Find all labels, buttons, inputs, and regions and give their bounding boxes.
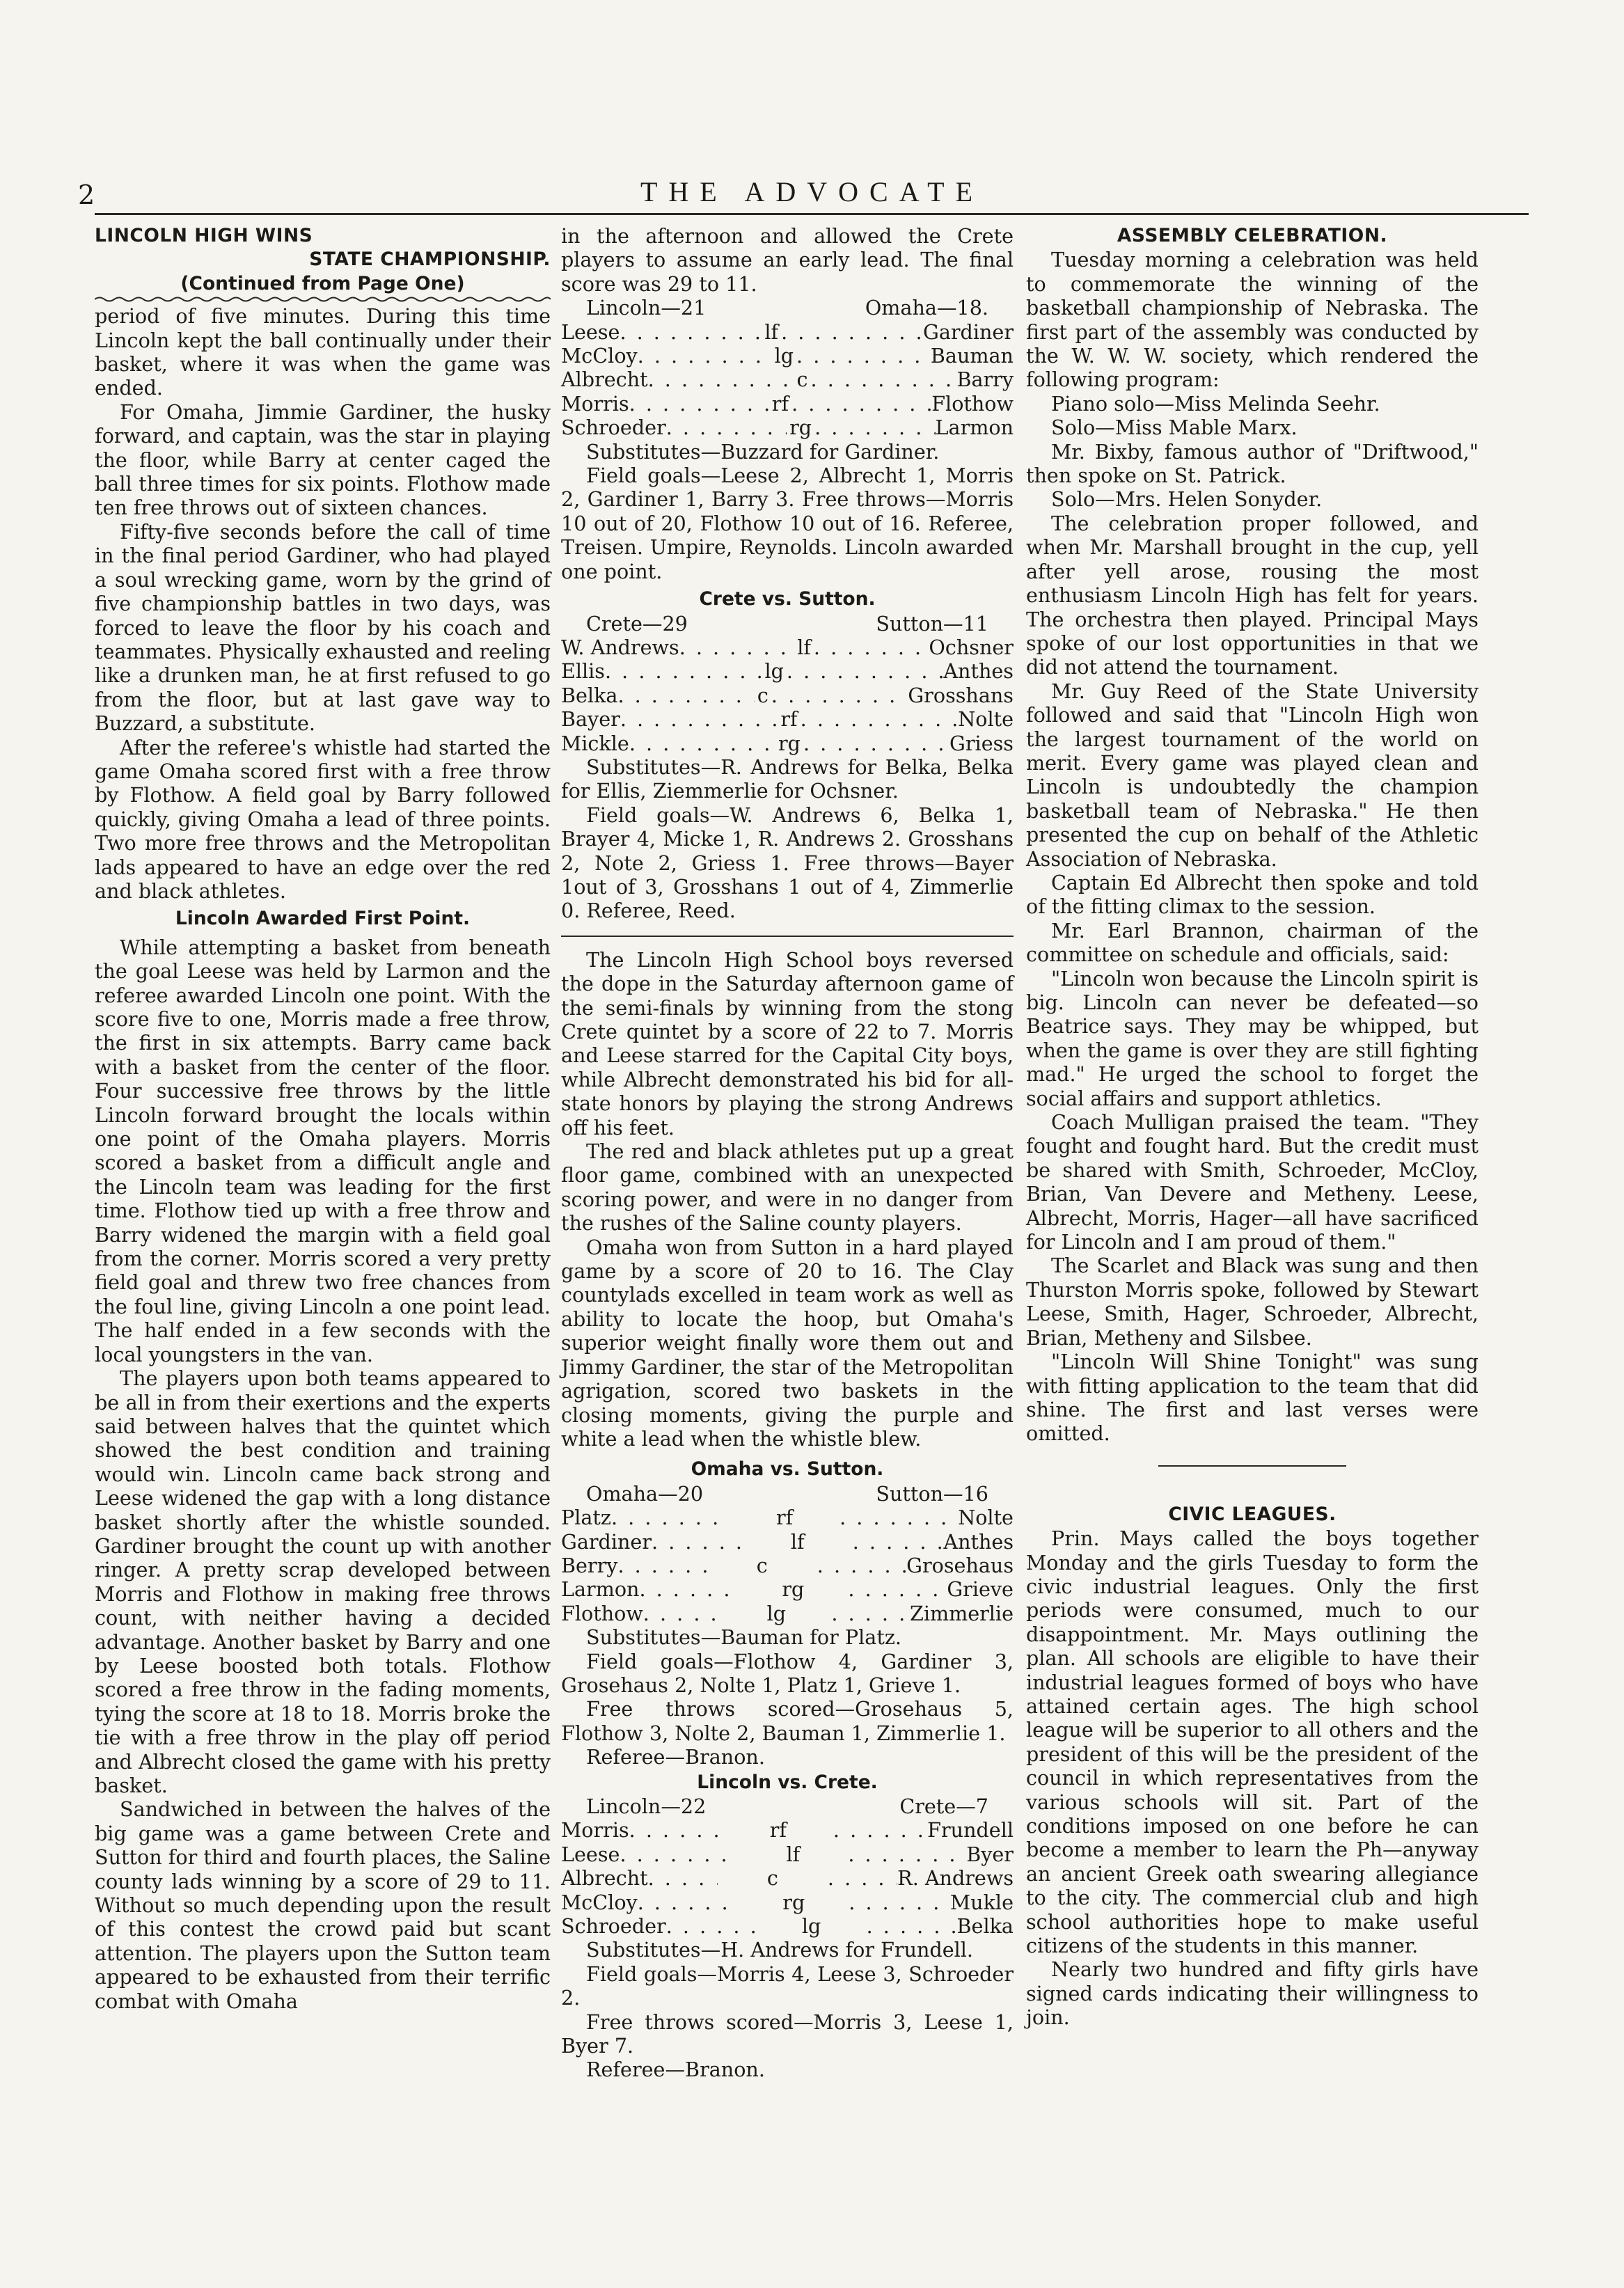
program-item: Mr. Bixby, famous author of "Driftwood," then spoke on St. Patrick. — [1026, 439, 1479, 488]
position: lg — [801, 1914, 821, 1939]
column-3 — [1026, 224, 1479, 2030]
position: rg — [789, 416, 812, 440]
paragraph: The Lincoln High School boys reversed the dope in the Saturday afternoon game of the semi-finals by winning from the stong Crete quintet by a score of 22 to 7. Morris and Leese starred for the Capital City boys, while Albrecht demonstrated his bid for all-state honors by playing the strong Andrews off his feet. — [561, 947, 1014, 1139]
team-b-score: Sutton—16 — [876, 1481, 988, 1506]
box-score-header — [561, 1794, 1014, 1818]
headline-line-1: LINCOLN HIGH WINS — [95, 225, 313, 246]
position: lg — [764, 659, 784, 684]
player-b: Larmon — [935, 416, 1014, 440]
paragraph: Tuesday morning a celebration was held to commemorate the winning of the basketball championship of Nebraska. The first part of the assembly was conducted by the W. W. W. society, which rendered the following program: — [1026, 248, 1479, 392]
paragraph: period of five minutes. During this time Lincoln kept the ball continually under their basket, where it was when the game was ended. — [95, 304, 551, 400]
position: lf — [790, 1529, 805, 1554]
player-b: Griess — [949, 731, 1014, 755]
header-rule — [95, 213, 1529, 215]
position: rg — [782, 1577, 805, 1602]
substitutes: Substitutes—Buzzard for Gardiner. — [586, 439, 940, 464]
box-score-row — [561, 1891, 1014, 1914]
box-score-header — [561, 612, 1014, 636]
column-2 — [561, 224, 1014, 2082]
team-b-score: Omaha—18. — [865, 296, 988, 320]
team-a-score: Omaha—20 — [586, 1481, 704, 1506]
substitutes: Substitutes—R. Andrews for Belka, Belka for Ellis, Ziemmerlie for Ochsner. — [561, 755, 1014, 803]
player-a: Morris — [561, 391, 629, 416]
box-score-row — [561, 636, 1014, 659]
player-a: Berry — [561, 1553, 618, 1577]
player-b: Grosshans — [908, 683, 1014, 707]
box-score-title: Omaha vs. Sutton. — [691, 1458, 884, 1481]
player-b: Ochsner — [929, 635, 1014, 659]
paragraph: After the referee's whistle had started the game Omaha scored first with a free throw by Flothow. A field goal by Barry followed quickly, giving Omaha a lead of three points. Two more free throws and the Metropolitan lads appeared to have an edge over the red and black athletes. — [95, 735, 551, 903]
player-a: Ellis — [561, 659, 605, 684]
headline-assembly: ASSEMBLY CELEBRATION. — [1117, 225, 1388, 246]
player-a: Schroeder — [561, 1914, 666, 1939]
player-a: Bayer — [561, 707, 620, 732]
paragraph: Sandwiched in between the halves of the big game was a game between Crete and Sutton for third and fourth places, the Saline county lads winning by a score of 29 to 11. Without so much depending upon the result of this contest the crowd paid but scant attention. The players upon the Sutton team appeared to be exhausted from their terrific combat with Omaha — [95, 1797, 551, 2013]
paragraph: For Omaha, Jimmie Gardiner, the husky forward, and captain, was the star in playing the floor, while Barry at center caged the ball three times for six points. Flothow made ten free throws out of sixteen chances. — [95, 400, 551, 520]
masthead: THE ADVOCATE — [640, 176, 984, 207]
player-a: Platz — [561, 1506, 611, 1530]
position: rf — [771, 391, 789, 416]
position: lf — [797, 635, 811, 659]
position: lf — [764, 319, 779, 344]
position: c — [757, 683, 768, 707]
player-b: Barry — [956, 368, 1014, 392]
box-score-row — [561, 1866, 1014, 1890]
headline-civic-leagues: CIVIC LEAGUES. — [1168, 1503, 1337, 1525]
referee: Referee—Branon. — [586, 2058, 765, 2082]
player-b: R. Andrews — [897, 1866, 1014, 1891]
paragraph: Prin. Mays called the boys together Monday and the girls Tuesday to form the civic industrial leagues. Only the first periods were consumed, much to our disappointment. Mr. Mays outlining the plan. All schools are eligible to have their industrial leagues formed of boys who have attained certain ages. The high school league will be superior to all others and the president of this will be the president of the council in which representatives from the various schools will sit. Part of the conditions imposed on one before he can become a member to learn the Ph—anyway an ancient Greek oath swearing allegiance to the city. The commercial club and high school authorities hope to make useful citizens of the students in this manner. — [1026, 1526, 1479, 1958]
paragraph: While attempting a basket from beneath the goal Leese was held by Larmon and the referee awarded Lincoln one point. With the score five to one, Morris made a free throw, the first in six attempts. Barry came back with a basket from the center of the floor. Four successive free throws by the little Lincoln forward brought the locals within one point of the Omaha players. Morris scored a basket from a difficult angle and the Lincoln team was leading for the first time. Flothow tied up with a free throw and Barry widened the margin with a field goal from the corner. Morris scored a very pretty field goal and threw two free chances from the foul line, giving Lincoln a one point lead. The half ended in a few seconds with the local youngsters in the van. — [95, 935, 551, 1366]
box-score-row — [561, 732, 1014, 755]
paragraph: Captain Ed Albrecht then spoke and told of the fitting climax to the session. — [1026, 870, 1479, 919]
column-1 — [95, 224, 551, 2013]
paragraph: in the afternoon and allowed the Crete players to assume an early lead. The final score was 29 to 11. — [561, 224, 1014, 296]
program-item: Solo—Mrs. Helen Sonyder. — [1051, 487, 1323, 512]
paragraph: Omaha won from Sutton in a hard played game by a score of 20 to 16. The Clay countylads excelled in team work as well as ability to locate the hoop, but Omaha's superior weight finally wore them out and Jimmy Gardiner, the star of the Metropolitan agrigation, scored two baskets in the closing moments, giving the purple and white a lead when the whistle blew. — [561, 1235, 1014, 1451]
position: c — [766, 1866, 778, 1891]
player-a: Gardiner — [561, 1529, 652, 1554]
wavy-rule — [95, 296, 551, 303]
team-a-score: Crete—29 — [586, 611, 688, 636]
team-a-score: Lincoln—21 — [586, 296, 707, 320]
box-score-row — [561, 1554, 1014, 1577]
player-a: Flothow — [561, 1601, 643, 1625]
player-b: Bauman — [930, 344, 1014, 368]
player-a: Albrecht — [561, 1866, 648, 1891]
box-notes: Field goals—Morris 4, Leese 3, Schroeder 2. — [561, 1962, 1014, 2010]
player-b: Flothow — [931, 391, 1014, 416]
position: rf — [775, 1506, 794, 1530]
paragraph: The players upon both teams appeared to be all in from their exertions and the experts said between halves that the quintet which showed the best condition and training would win. Lincoln came back strong and Leese widened the gap with a long distance basket shortly after the whistle sounded. Gardiner brought the count up with another ringer. A pretty scrap developed between Morris and Flothow in making free throws count, with neither having a decided advantage. Another basket by Barry and one by Leese boosted both totals. Flothow scored a free throw in the fading moments, tying the score at 18 to 18. Morris broke the tie with a free throw in the play off period and Albrecht closed the game with his pretty basket. — [95, 1366, 551, 1797]
box-score-row — [561, 684, 1014, 707]
team-b-score: Crete—7 — [899, 1794, 988, 1818]
player-a: Leese — [561, 1842, 620, 1866]
player-a: Belka — [561, 683, 618, 707]
continued-note: (Continued from Page One) — [180, 272, 465, 294]
referee: Referee—Branon. — [586, 1745, 765, 1769]
team-b-score: Sutton—11 — [876, 611, 988, 636]
box-score-row — [561, 1843, 1014, 1866]
player-b: Gardiner — [922, 319, 1014, 344]
position: lf — [786, 1842, 801, 1866]
player-a: W. Andrews — [561, 635, 679, 659]
player-b: Mukle — [949, 1890, 1014, 1914]
paragraph: Nearly two hundred and fifty girls have signed cards indicating their willingness to join. — [1026, 1957, 1479, 2030]
box-score-row — [561, 392, 1014, 416]
box-notes: Field goals—Leese 2, Albrecht 1, Morris 2, Gardiner 1, Barry 3. Free throws—Morris 10 out of 20, Flothow 10 out of 16. Referee, Treisen. Umpire, Reynolds. Lincoln awarded one point. — [561, 464, 1014, 583]
substitutes: Substitutes—H. Andrews for Frundell. — [586, 1938, 974, 1962]
player-b: Byer — [966, 1842, 1014, 1866]
paragraph: "Lincoln Will Shine Tonight" was sung with fitting application to the team that did shine. The first and last verses were omitted. — [1026, 1350, 1479, 1446]
paragraph: The Scarlet and Black was sung and then Thurston Morris spoke, followed by Stewart Leese, Smith, Hager, Schroeder, Albrecht, Brian, Metheny and Silsbee. — [1026, 1254, 1479, 1350]
position: c — [796, 368, 808, 392]
free-throws: Free throws scored—Grosehaus 5, Flothow 3, Nolte 2, Bauman 1, Zimmerlie 1. — [561, 1697, 1014, 1745]
player-b: Belka — [956, 1914, 1014, 1939]
player-a: Schroeder — [561, 416, 666, 440]
paragraph: "Lincoln won because the Lincoln spirit is big. Lincoln can never be defeated—so Beatrice says. They may be whipped, but when the game is over they are still fighting mad." He urged the school to forget the social affairs and support athletics. — [1026, 966, 1479, 1110]
box-notes: Field goals—Flothow 4, Gardiner 3, Grosehaus 2, Nolte 1, Platz 1, Grieve 1. — [561, 1649, 1014, 1697]
box-score-row — [561, 1577, 1014, 1601]
position: lg — [774, 344, 794, 368]
box-score-row — [561, 416, 1014, 439]
paragraph: Fifty-five seconds before the call of time in the final period Gardiner, who had played a soul wrecking game, worn by the grind of five championship battles in two days, was forced to leave the floor by his coach and teammates. Physically exhausted and reeling like a drunken man, he at first refused to go from the floor, but at last gave way to Buzzard, a substitute. — [95, 519, 551, 736]
position: lg — [766, 1601, 787, 1625]
player-a: Larmon — [561, 1577, 640, 1602]
player-b: Grieve — [947, 1577, 1014, 1602]
box-score-row — [561, 1914, 1014, 1938]
player-b: Frundell — [927, 1818, 1014, 1843]
headline-line-2: STATE CHAMPIONSHIP. — [309, 248, 551, 271]
box-score-row — [561, 1530, 1014, 1554]
player-b: Nolte — [958, 1506, 1014, 1530]
free-throws: Free throws scored—Morris 3, Leese 1, Byer 7. — [561, 2010, 1014, 2058]
paragraph: Mr. Earl Brannon, chairman of the committee on schedule and officials, said: — [1026, 918, 1479, 967]
player-b: Nolte — [958, 707, 1014, 732]
paragraph: The red and black athletes put up a great floor game, combined with an unexpected scoring power, and were in no danger from the rushes of the Saline county players. — [561, 1139, 1014, 1236]
program-item: Solo—Miss Mable Marx. — [1051, 416, 1298, 440]
player-b: Anthes — [943, 1529, 1014, 1554]
player-b: Grosehaus — [906, 1553, 1014, 1577]
player-a: McCloy — [561, 344, 638, 368]
substitutes: Substitutes—Bauman for Platz. — [586, 1625, 901, 1650]
position: rf — [780, 707, 798, 732]
box-score-title: Crete vs. Sutton. — [699, 588, 876, 610]
paragraph: The celebration proper followed, and when Mr. Marshall brought in the cup, yell after yell arose, rousing the most enthusiasm Lincoln High has felt for years. The orchestra then played. Principal Mays spoke of our lost opportunities in that we did not attend the tournament. — [1026, 511, 1479, 679]
player-a: Mickle — [561, 731, 629, 755]
section-rule — [561, 936, 1014, 937]
player-a: Morris — [561, 1818, 629, 1843]
box-score-row — [561, 368, 1014, 391]
player-a: Leese — [561, 319, 620, 344]
position: rg — [778, 731, 801, 755]
position: rg — [782, 1890, 805, 1914]
position: c — [756, 1553, 768, 1577]
box-score-row — [561, 1602, 1014, 1625]
position: rf — [769, 1818, 787, 1843]
subheading: Lincoln Awarded First Point. — [175, 908, 471, 930]
box-score-row — [561, 1818, 1014, 1842]
box-score-row — [561, 320, 1014, 344]
box-score-title: Lincoln vs. Crete. — [697, 1771, 878, 1793]
player-b: Anthes — [943, 659, 1014, 684]
player-a: Albrecht — [561, 368, 648, 392]
player-a: McCloy — [561, 1890, 638, 1914]
page-number: 2 — [78, 180, 95, 210]
box-score-row — [561, 659, 1014, 683]
box-score-header — [561, 1482, 1014, 1506]
box-score-row — [561, 344, 1014, 368]
paragraph: Coach Mulligan praised the team. "They fought and fought hard. But the credit must be shared with Smith, Schroeder, McCloy, Brian, Van Devere and Metheny. Leese, Albrecht, Morris, Hager—all have sacrificed for Lincoln and I am proud of them." — [1026, 1110, 1479, 1254]
program-item: Piano solo—Miss Melinda Seehr. — [1051, 391, 1380, 416]
box-score-header — [561, 296, 1014, 319]
box-score-row — [561, 1506, 1014, 1529]
paragraph: Mr. Guy Reed of the State University followed and said that "Lincoln High won the largest tournament of the world on merit. Every game was played clean and Lincoln is undoubtedly the champion basketball team of Nebraska." He then presented the cup on behalf of the Athletic Association of Nebraska. — [1026, 679, 1479, 871]
box-score-row — [561, 707, 1014, 731]
section-rule — [1158, 1465, 1346, 1467]
player-b: Zimmerlie — [909, 1601, 1014, 1625]
box-notes: Field goals—W. Andrews 6, Belka 1, Brayer 4, Micke 1, R. Andrews 2. Grosshans 2, Note 2, Griess 1. Free throws—Bayer 1out of 3, Grosshans 1 out of 4, Zimmerlie 0. Referee, Reed. — [561, 803, 1014, 923]
team-a-score: Lincoln—22 — [586, 1794, 707, 1818]
